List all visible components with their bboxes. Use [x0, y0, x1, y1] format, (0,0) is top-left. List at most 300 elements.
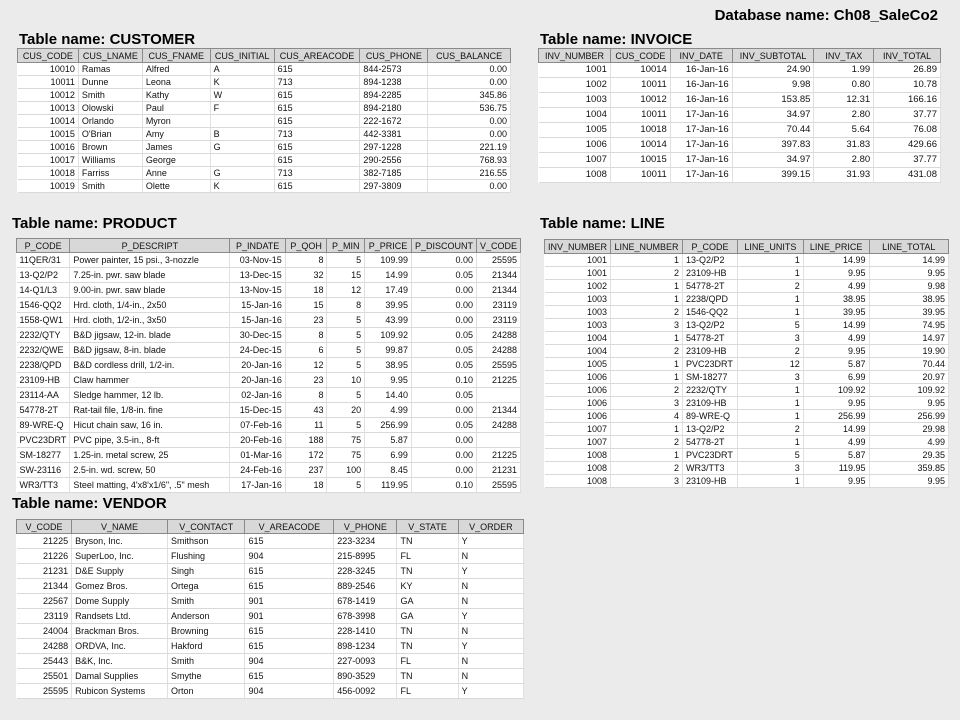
table-cell: 23109-HB [682, 267, 737, 280]
table-cell: 1004 [539, 108, 611, 123]
table-cell: 31.93 [814, 168, 874, 183]
table-cell: 75 [327, 448, 365, 463]
table-cell: 1005 [539, 123, 611, 138]
table-cell: Amy [142, 128, 210, 141]
table-cell: 3 [611, 475, 683, 488]
table-cell: 9.98 [869, 280, 948, 293]
table-row [539, 168, 941, 183]
table-cell: 1008 [545, 462, 611, 475]
table-row [545, 371, 949, 384]
table-cell: 2238/QPD [682, 293, 737, 306]
table-cell: 12.31 [814, 93, 874, 108]
column-header: INV_SUBTOTAL [732, 49, 814, 63]
table-row [18, 63, 511, 76]
table-cell: 1 [737, 384, 803, 397]
column-header: V_ORDER [458, 520, 523, 534]
table-cell: Smith [167, 654, 245, 669]
table-cell: WR3/TT3 [682, 462, 737, 475]
table-cell: 32 [285, 268, 327, 283]
table-cell: 10018 [18, 167, 79, 180]
table-cell: 15-Jan-16 [230, 313, 285, 328]
table-row [17, 669, 524, 684]
table-cell: 0.05 [411, 328, 476, 343]
table-cell: 21231 [476, 463, 520, 478]
table-cell: 3 [737, 332, 803, 345]
table-cell: 11 [285, 418, 327, 433]
table-cell: 615 [245, 624, 334, 639]
table-cell: 894-2180 [360, 102, 428, 115]
table-cell: 13-Nov-15 [230, 283, 285, 298]
table-cell: 4.99 [803, 332, 869, 345]
table-cell: 9.95 [803, 345, 869, 358]
table-cell: James [142, 141, 210, 154]
table-cell: 21226 [17, 549, 72, 564]
table-cell: 1007 [545, 436, 611, 449]
column-header: LINE_PRICE [803, 240, 869, 254]
table-cell: Y [458, 534, 523, 549]
table-cell: 3 [737, 462, 803, 475]
table-cell: 10015 [610, 153, 670, 168]
table-cell: 399.15 [732, 168, 814, 183]
table-cell: Dome Supply [72, 594, 168, 609]
table-cell: W [210, 89, 274, 102]
table-row [539, 63, 941, 78]
table-cell: G [210, 167, 274, 180]
table-cell: 20-Feb-16 [230, 433, 285, 448]
table-cell: 1 [737, 306, 803, 319]
table-cell: 615 [245, 579, 334, 594]
table-cell: 1008 [545, 475, 611, 488]
table-cell: 24004 [17, 624, 72, 639]
table-cell: Steel matting, 4'x8'x1/6", .5" mesh [70, 478, 230, 493]
table-cell: B [210, 128, 274, 141]
table-cell: N [458, 624, 523, 639]
column-header: V_NAME [72, 520, 168, 534]
table-row [539, 78, 941, 93]
table-cell: B&D cordless drill, 1/2-in. [70, 358, 230, 373]
table-cell: Smith [78, 180, 142, 193]
column-header: INV_TOTAL [874, 49, 941, 63]
table-cell: 0.05 [411, 418, 476, 433]
table-row [17, 639, 524, 654]
table-cell: 4.99 [803, 280, 869, 293]
table-cell: 02-Jan-16 [230, 388, 285, 403]
table-cell: 11QER/31 [17, 253, 70, 268]
table-cell: 31.83 [814, 138, 874, 153]
table-cell: 8 [285, 253, 327, 268]
table-cell: N [458, 579, 523, 594]
table-row [545, 267, 949, 280]
table-cell: 1001 [545, 267, 611, 280]
table-cell: 6 [285, 343, 327, 358]
table-cell: 1 [611, 423, 683, 436]
table-cell: 10017 [18, 154, 79, 167]
table-cell: 894-2285 [360, 89, 428, 102]
table-cell: PVC23DRT [682, 449, 737, 462]
table-cell: Rubicon Systems [72, 684, 168, 699]
table-cell: 5 [327, 313, 365, 328]
table-cell: 2 [611, 384, 683, 397]
table-row [545, 345, 949, 358]
table-cell: 5.87 [803, 449, 869, 462]
table-cell: 10011 [610, 108, 670, 123]
table-cell: 109.92 [803, 384, 869, 397]
column-header: V_CONTACT [167, 520, 245, 534]
product-table-title: Table name: PRODUCT [12, 215, 177, 232]
table-cell: 7.25-in. pwr. saw blade [70, 268, 230, 283]
table-cell: 15-Dec-15 [230, 403, 285, 418]
column-header: CUS_LNAME [78, 49, 142, 63]
table-cell: Ortega [167, 579, 245, 594]
table-cell: 1003 [539, 93, 611, 108]
table-cell: TN [397, 639, 458, 654]
table-cell: 9.95 [365, 373, 412, 388]
table-cell: 34.97 [732, 108, 814, 123]
table-cell: 237 [285, 463, 327, 478]
table-cell: F [210, 102, 274, 115]
table-cell: 17-Jan-16 [230, 478, 285, 493]
column-header: P_DESCRIPT [70, 239, 230, 253]
column-header: INV_DATE [670, 49, 732, 63]
column-header: CUS_INITIAL [210, 49, 274, 63]
table-cell: 397.83 [732, 138, 814, 153]
table-cell: 14.40 [365, 388, 412, 403]
table-cell: 23109-HB [682, 397, 737, 410]
table-cell: Farriss [78, 167, 142, 180]
table-cell: 10011 [610, 168, 670, 183]
table-cell: 0.05 [411, 268, 476, 283]
table-cell: 24-Feb-16 [230, 463, 285, 478]
table-cell: 20-Jan-16 [230, 358, 285, 373]
table-row [545, 410, 949, 423]
table-cell: 24288 [17, 639, 72, 654]
table-cell: 1004 [545, 345, 611, 358]
table-cell: 14.97 [869, 332, 948, 345]
table-cell: 890-3529 [334, 669, 397, 684]
invoice-table-title: Table name: INVOICE [540, 31, 693, 48]
table-cell: 23119 [476, 298, 520, 313]
table-row [539, 153, 941, 168]
table-cell: 1 [737, 475, 803, 488]
table-cell: 1008 [539, 168, 611, 183]
table-cell: 894-1238 [360, 76, 428, 89]
table-cell: 431.08 [874, 168, 941, 183]
table-cell: 889-2546 [334, 579, 397, 594]
table-row [545, 436, 949, 449]
table-cell: 429.66 [874, 138, 941, 153]
table-cell: K [210, 76, 274, 89]
table-cell: 37.77 [874, 108, 941, 123]
table-cell: 01-Mar-16 [230, 448, 285, 463]
table-cell: GA [397, 609, 458, 624]
table-cell: 615 [245, 669, 334, 684]
table-cell: 18 [285, 283, 327, 298]
table-cell: 615 [274, 154, 360, 167]
table-cell: 615 [274, 180, 360, 193]
table-cell: 6.99 [803, 371, 869, 384]
line-table-title: Table name: LINE [540, 215, 665, 232]
table-cell: 23 [285, 373, 327, 388]
table-cell: Ramas [78, 63, 142, 76]
table-cell: 13-Q2/P2 [682, 254, 737, 267]
table-cell: 442-3381 [360, 128, 428, 141]
column-header: V_STATE [397, 520, 458, 534]
table-row [17, 549, 524, 564]
table-cell: 345.86 [428, 89, 511, 102]
table-cell: D&E Supply [72, 564, 168, 579]
table-cell: 615 [245, 639, 334, 654]
table-cell: N [458, 549, 523, 564]
table-cell: 1 [737, 397, 803, 410]
table-row [17, 448, 521, 463]
table-cell: 8 [285, 388, 327, 403]
table-cell: 43.99 [365, 313, 412, 328]
column-header: INV_TAX [814, 49, 874, 63]
table-cell: 2 [611, 436, 683, 449]
table-cell: 2 [737, 280, 803, 293]
table-cell: SuperLoo, Inc. [72, 549, 168, 564]
table-row [18, 102, 511, 115]
table-row [545, 254, 949, 267]
line-table [544, 239, 949, 488]
table-cell: 9.95 [869, 267, 948, 280]
table-cell: Paul [142, 102, 210, 115]
table-cell: 222-1672 [360, 115, 428, 128]
table-row [545, 293, 949, 306]
table-cell: 615 [274, 89, 360, 102]
table-cell: Dunne [78, 76, 142, 89]
table-cell: 1008 [545, 449, 611, 462]
table-cell: G [210, 141, 274, 154]
table-cell: TN [397, 564, 458, 579]
table-row [545, 449, 949, 462]
table-cell: 2.5-in. wd. screw, 50 [70, 463, 230, 478]
table-cell: 43 [285, 403, 327, 418]
table-row [17, 403, 521, 418]
table-cell: Brown [78, 141, 142, 154]
table-cell: 10010 [18, 63, 79, 76]
table-cell: 20-Jan-16 [230, 373, 285, 388]
table-cell: 15 [327, 268, 365, 283]
table-cell: 9.95 [803, 475, 869, 488]
table-cell: 13-Q2/P2 [682, 423, 737, 436]
table-cell: 10015 [18, 128, 79, 141]
table-row [18, 89, 511, 102]
table-cell: 1006 [545, 397, 611, 410]
table-cell: N [458, 594, 523, 609]
table-cell: 25595 [476, 253, 520, 268]
table-cell: 4.99 [365, 403, 412, 418]
table-cell: 0.00 [428, 76, 511, 89]
table-cell: 18 [285, 478, 327, 493]
table-cell: 0.00 [428, 115, 511, 128]
table-cell: 2 [611, 306, 683, 319]
table-cell: Damal Supplies [72, 669, 168, 684]
column-header: LINE_UNITS [737, 240, 803, 254]
table-cell: 89-WRE-Q [682, 410, 737, 423]
vendor-header-row [17, 520, 524, 534]
table-cell: 10 [327, 373, 365, 388]
table-cell: 70.44 [869, 358, 948, 371]
table-cell: 37.77 [874, 153, 941, 168]
invoice-table [538, 48, 941, 183]
table-cell: 21344 [476, 268, 520, 283]
table-cell: PVC23DRT [17, 433, 70, 448]
table-cell: 172 [285, 448, 327, 463]
table-cell: 1002 [539, 78, 611, 93]
table-cell: 14.99 [803, 423, 869, 436]
table-row [539, 138, 941, 153]
table-row [17, 388, 521, 403]
table-cell [210, 115, 274, 128]
table-cell: 1 [737, 293, 803, 306]
table-cell: Power painter, 15 psi., 3-nozzle [70, 253, 230, 268]
table-cell: 10014 [610, 138, 670, 153]
table-cell: 1006 [545, 384, 611, 397]
column-header: P_MIN [327, 239, 365, 253]
table-cell: 188 [285, 433, 327, 448]
table-row [17, 358, 521, 373]
table-cell: Alfred [142, 63, 210, 76]
customer-header-row [18, 49, 511, 63]
table-cell: 10012 [610, 93, 670, 108]
table-cell: 89-WRE-Q [17, 418, 70, 433]
table-cell: 25595 [476, 358, 520, 373]
table-cell: 256.99 [803, 410, 869, 423]
table-cell: 109.99 [365, 253, 412, 268]
table-cell: 39.95 [803, 306, 869, 319]
table-cell: GA [397, 594, 458, 609]
table-cell: 29.98 [869, 423, 948, 436]
column-header: CUS_BALANCE [428, 49, 511, 63]
table-cell: 1 [611, 254, 683, 267]
table-cell: 0.00 [428, 63, 511, 76]
table-cell: Rat-tail file, 1/8-in. fine [70, 403, 230, 418]
table-cell: 10011 [18, 76, 79, 89]
table-cell: 9.98 [732, 78, 814, 93]
table-cell: 221.19 [428, 141, 511, 154]
table-cell: 76.08 [874, 123, 941, 138]
table-cell: 898-1234 [334, 639, 397, 654]
table-cell: 290-2556 [360, 154, 428, 167]
table-cell: 2238/QPD [17, 358, 70, 373]
table-cell: 5.64 [814, 123, 874, 138]
table-cell: TN [397, 669, 458, 684]
table-cell [476, 388, 520, 403]
table-cell: 54778-2T [17, 403, 70, 418]
table-row [545, 306, 949, 319]
table-cell: Orton [167, 684, 245, 699]
table-cell: 34.97 [732, 153, 814, 168]
table-cell: 1.25-in. metal screw, 25 [70, 448, 230, 463]
table-cell: Y [458, 609, 523, 624]
table-cell: 713 [274, 167, 360, 180]
table-cell: 10013 [18, 102, 79, 115]
table-cell: 256.99 [365, 418, 412, 433]
table-cell: 615 [274, 115, 360, 128]
column-header: V_CODE [17, 520, 72, 534]
table-cell: Kathy [142, 89, 210, 102]
table-cell: 1 [737, 410, 803, 423]
table-cell: 21225 [476, 448, 520, 463]
table-cell: 901 [245, 609, 334, 624]
table-row [18, 115, 511, 128]
table-cell: 3 [611, 397, 683, 410]
column-header: P_CODE [682, 240, 737, 254]
table-cell: 14-Q1/L3 [17, 283, 70, 298]
table-row [17, 298, 521, 313]
table-cell: 0.00 [428, 128, 511, 141]
table-cell: 1007 [539, 153, 611, 168]
column-header: P_CODE [17, 239, 70, 253]
table-cell: 100 [327, 463, 365, 478]
table-row [17, 268, 521, 283]
table-cell: 38.95 [803, 293, 869, 306]
column-header: CUS_AREACODE [274, 49, 360, 63]
table-cell: 16-Jan-16 [670, 78, 732, 93]
table-cell: 13-Q2/P2 [682, 319, 737, 332]
table-cell: 10014 [18, 115, 79, 128]
table-cell: 38.95 [365, 358, 412, 373]
table-cell: 1006 [539, 138, 611, 153]
invoice-header-row [539, 49, 941, 63]
table-cell: 8 [327, 298, 365, 313]
table-cell: 99.87 [365, 343, 412, 358]
table-cell: Leona [142, 76, 210, 89]
table-cell: 2 [737, 345, 803, 358]
table-row [17, 534, 524, 549]
table-cell: 15 [285, 298, 327, 313]
table-cell: 9.95 [803, 267, 869, 280]
table-row [17, 654, 524, 669]
product-table [16, 238, 521, 493]
table-row [18, 154, 511, 167]
table-row [545, 475, 949, 488]
table-cell: Smithson [167, 534, 245, 549]
table-cell: N [458, 669, 523, 684]
table-cell: 54778-2T [682, 280, 737, 293]
table-cell: 20 [327, 403, 365, 418]
table-row [17, 594, 524, 609]
table-cell: 1558-QW1 [17, 313, 70, 328]
table-cell: 10012 [18, 89, 79, 102]
database-name: Database name: Ch08_SaleCo2 [714, 7, 938, 24]
table-cell: FL [397, 654, 458, 669]
table-cell: 3 [611, 319, 683, 332]
table-cell: 16-Jan-16 [670, 93, 732, 108]
table-cell: 14.99 [365, 268, 412, 283]
column-header: INV_NUMBER [539, 49, 611, 63]
table-cell: 5.87 [365, 433, 412, 448]
table-cell: 713 [274, 128, 360, 141]
table-cell: 23 [285, 313, 327, 328]
table-cell: Hicut chain saw, 16 in. [70, 418, 230, 433]
table-cell: 1546-QQ2 [17, 298, 70, 313]
table-cell: 21344 [476, 283, 520, 298]
table-cell: TN [397, 534, 458, 549]
table-cell: B&K, Inc. [72, 654, 168, 669]
table-cell: 109.92 [869, 384, 948, 397]
table-cell: 5 [737, 449, 803, 462]
table-row [17, 343, 521, 358]
column-header: V_CODE [476, 239, 520, 253]
table-cell: 0.10 [411, 478, 476, 493]
table-cell: 1001 [545, 254, 611, 267]
table-cell: 17-Jan-16 [670, 108, 732, 123]
table-row [17, 478, 521, 493]
table-cell: 678-3998 [334, 609, 397, 624]
table-cell: 228-1410 [334, 624, 397, 639]
